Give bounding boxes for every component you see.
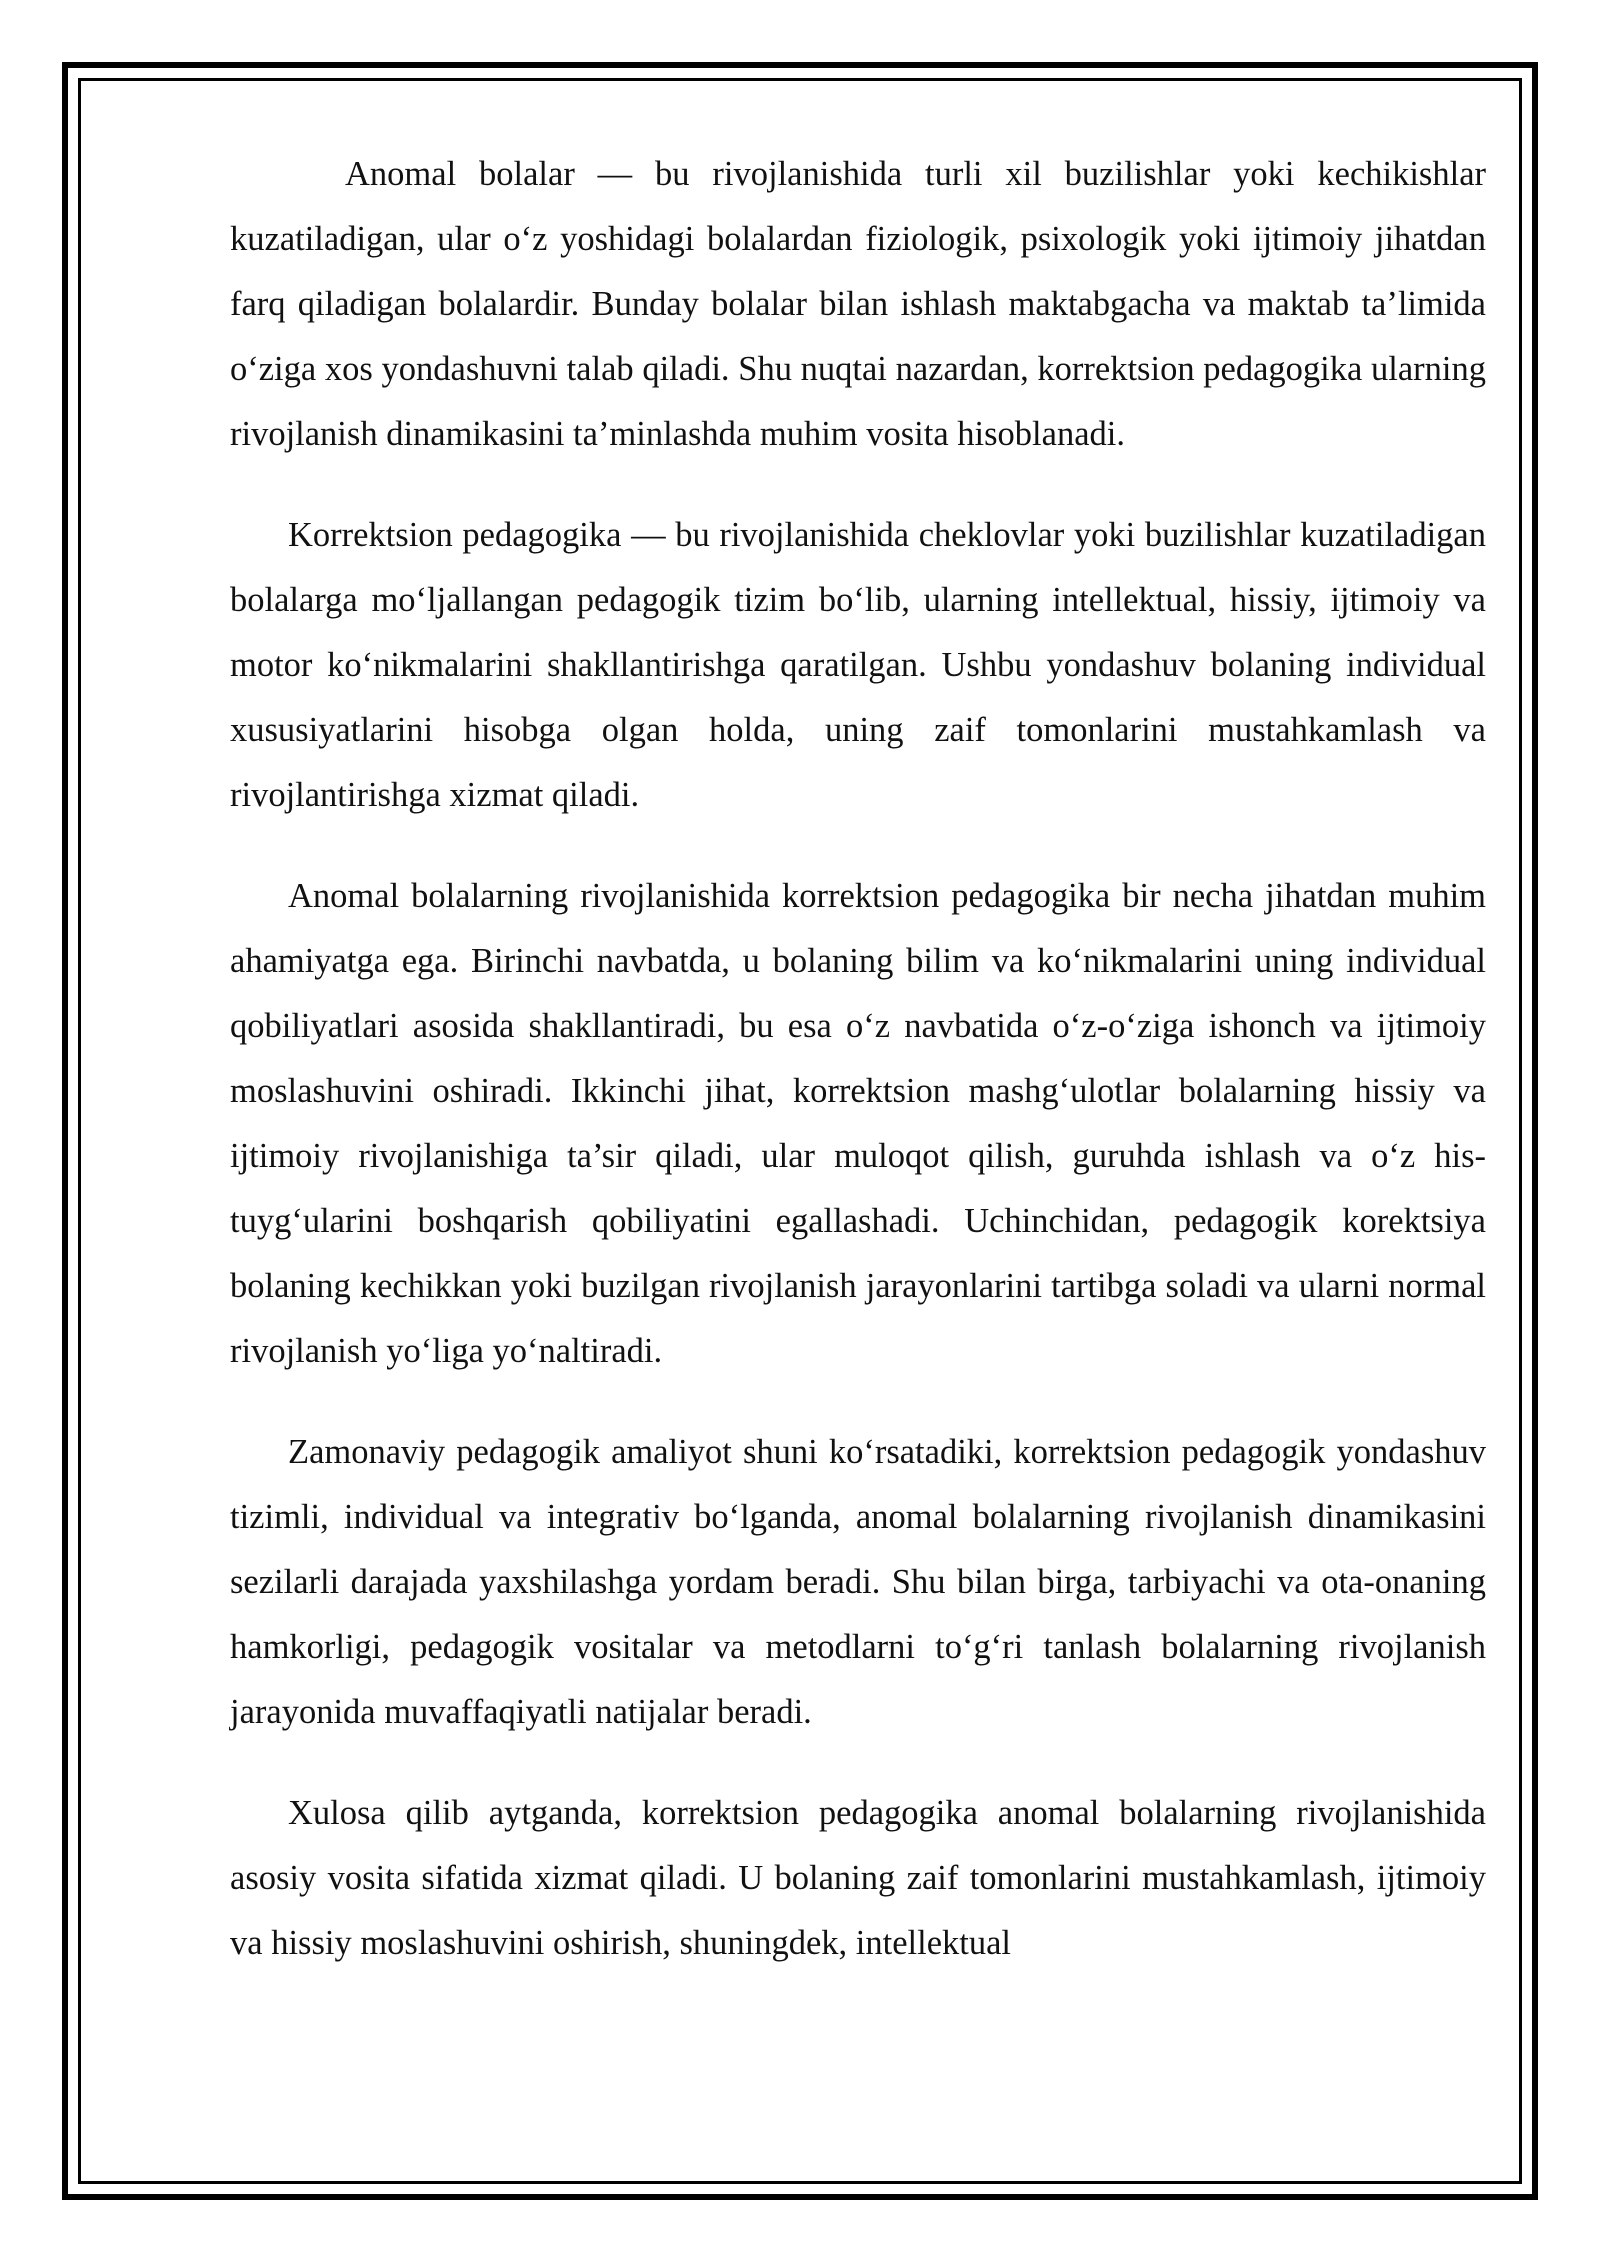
paragraph-rivojlanish-ahamiyati: Anomal bolalarning rivojlanishida korrektsion pedagogika bir necha jihatdan muhim ahamiyatga ega. Birinchi navbatda, u bolaning bilim va ko‘nikmalarini uning individual qobiliyatlari asosida shakllantiradi, bu esa o‘z navbatida o‘z-o‘ziga ishonch va ijtimoiy moslashuvini oshiradi. Ikkinchi jihat, korrektsion mashg‘ulotlar bolalarning hissiy va ijtimoiy rivojlanishiga ta’sir qiladi, ular muloqot qilish, guruhda ishlash va o‘z his-tuyg‘ularini boshqarish qobiliyatini egallashadi. Uchinchidan, pedagogik korektsiya bolaning kechikkan yoki buzilgan rivojlanish jarayonlarini tartibga soladi va ularni normal rivojlanish yo‘liga yo‘naltiradi.	[230, 877, 1486, 1370]
paragraph-zamonaviy-amaliyot: Zamonaviy pedagogik amaliyot shuni ko‘rsatadiki, korrektsion pedagogik yondashuv tizimli, individual va integrativ bo‘lganda, anomal bolalarning rivojlanish dinamikasini sezilarli darajada yaxshilashga yordam beradi. Shu bilan birga, tarbiyachi va ota-onaning hamkorligi, pedagogik vositalar va metodlarni to‘g‘ri tanlash bolalarning rivojlanish jarayonida muvaffaqiyatli natijalar beradi.	[230, 1433, 1486, 1731]
paragraph-anomal-bolalar: Anomal bolalar — bu rivojlanishida turli xil buzilishlar yoki kechikishlar kuzatiladigan, ular o‘z yoshidagi bolalardan fiziologik, psixologik yoki ijtimoiy jihatdan farq qiladigan bolalardir. Bunday bolalar bilan ishlash maktabgacha va maktab ta’limida o‘ziga xos yondashuvni talab qiladi. Shu nuqtai nazardan, korrektsion pedagogika ularning rivojlanish dinamikasini ta’minlashda muhim vosita hisoblanadi.	[230, 155, 1486, 453]
document-body	[230, 142, 1486, 2012]
paragraph-xulosa: Xulosa qilib aytganda, korrektsion pedagogika anomal bolalarning rivojlanishida asosiy vosita sifatida xizmat qiladi. U bolaning zaif tomonlarini mustahkamlash, ijtimoiy va hissiy moslashuvini oshirish, shuningdek, intellektual	[230, 1794, 1486, 1962]
paragraph-korrektsion-pedagogika: Korrektsion pedagogika — bu rivojlanishida cheklovlar yoki buzilishlar kuzatiladigan bolalarga mo‘ljallangan pedagogik tizim bo‘lib, ularning intellektual, hissiy, ijtimoiy va motor ko‘nikmalarini shakllantirishga qaratilgan. Ushbu yondashuv bolaning individual xususiyatlarini hisobga olgan holda, uning zaif tomonlarini mustahkamlash va rivojlantirishga xizmat qiladi.	[230, 516, 1486, 814]
